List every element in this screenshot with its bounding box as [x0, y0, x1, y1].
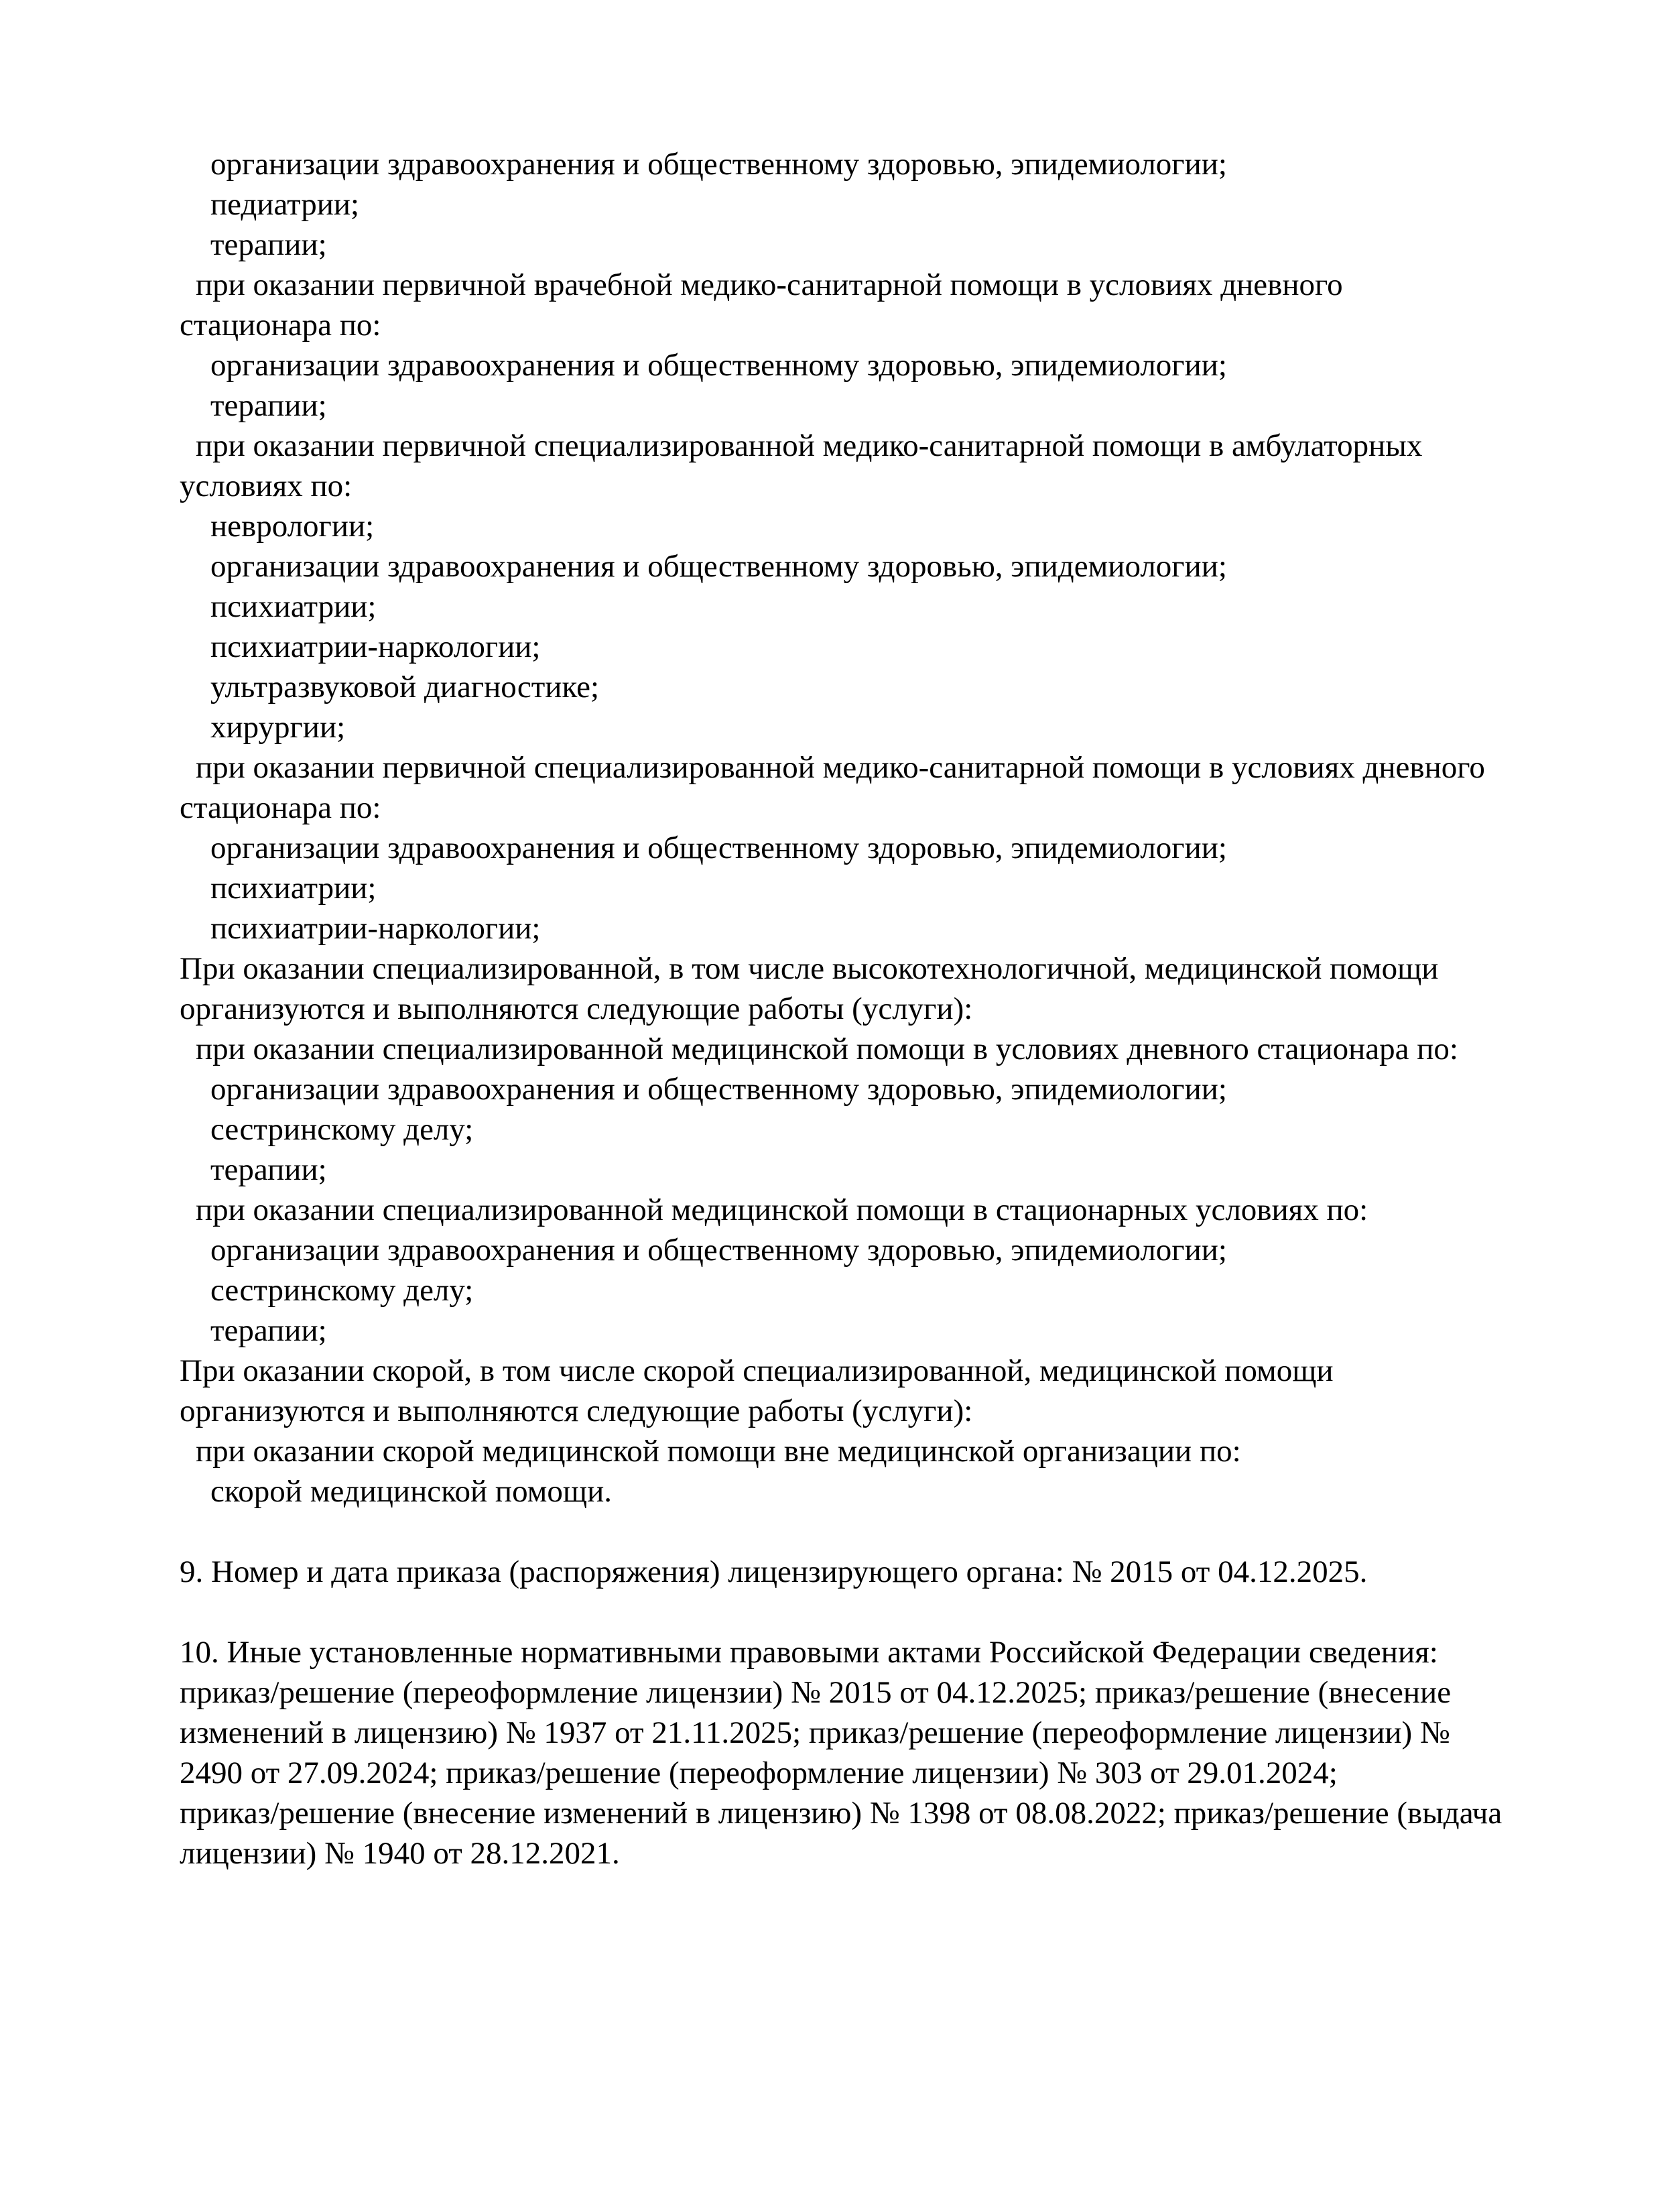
text-line: ультразвуковой диагностике;: [210, 670, 600, 704]
text-line: организации здравоохранения и общественному здоровью, эпидемиологии;: [210, 549, 1227, 584]
text-line: лицензии) № 1940 от 28.12.2021.: [180, 1836, 620, 1871]
text-line: хирургии;: [210, 710, 346, 745]
text-line: психиатрии;: [210, 589, 377, 624]
text-line: организации здравоохранения и общественному здоровью, эпидемиологии;: [210, 831, 1227, 865]
text-line: при оказании специализированной медицинской помощи в условиях дневного стационара по:: [196, 1032, 1458, 1066]
text-line: педиатрии;: [210, 187, 360, 222]
text-line: организации здравоохранения и общественному здоровью, эпидемиологии;: [210, 147, 1227, 182]
document-body: [180, 144, 1502, 1873]
text-line: стационара по:: [180, 790, 381, 825]
text-line: терапии;: [210, 388, 327, 423]
text-line: 10. Иные установленные нормативными правовыми актами Российской Федерации сведения:: [180, 1635, 1438, 1670]
text-line: изменений в лицензию) № 1937 от 21.11.2025; приказ/решение (переоформление лицензии) №: [180, 1715, 1450, 1750]
text-line: организации здравоохранения и общественному здоровью, эпидемиологии;: [210, 1233, 1227, 1268]
text-line: стационара по:: [180, 308, 381, 343]
text-line: при оказании первичной врачебной медико-санитарной помощи в условиях дневного: [196, 267, 1343, 302]
text-line: 9. Номер и дата приказа (распоряжения) лицензирующего органа: № 2015 от 04.12.2025.: [180, 1554, 1368, 1589]
text-line: при оказании первичной специализированной медико-санитарной помощи в условиях дневного: [196, 750, 1485, 785]
text-line: 2490 от 27.09.2024; приказ/решение (переоформление лицензии) № 303 от 29.01.2024;: [180, 1756, 1338, 1790]
text-line: психиатрии-наркологии;: [210, 911, 541, 946]
text-line: условиях по:: [180, 469, 353, 503]
text-line: При оказании скорой, в том числе скорой специализированной, медицинской помощи: [180, 1353, 1334, 1388]
text-line: организуются и выполняются следующие работы (услуги):: [180, 1394, 973, 1428]
text-line: терапии;: [210, 227, 327, 262]
text-line: неврологии;: [210, 509, 375, 544]
text-line: сестринскому делу;: [210, 1112, 474, 1147]
text-line: сестринскому делу;: [210, 1273, 474, 1308]
text-line: организации здравоохранения и общественному здоровью, эпидемиологии;: [210, 1072, 1227, 1107]
text-line: при оказании специализированной медицинской помощи в стационарных условиях по:: [196, 1192, 1368, 1227]
text-line: психиатрии-наркологии;: [210, 629, 541, 664]
text-line: приказ/решение (внесение изменений в лицензию) № 1398 от 08.08.2022; приказ/решение (выдача: [180, 1796, 1503, 1831]
text-line: [180, 1592, 1502, 1632]
text-line: терапии;: [210, 1313, 327, 1348]
text-line: психиатрии;: [210, 871, 377, 906]
text-line: при оказании скорой медицинской помощи вне медицинской организации по:: [196, 1434, 1241, 1469]
text-line: При оказании специализированной, в том числе высокотехнологичной, медицинской помощи: [180, 951, 1439, 986]
text-line: организации здравоохранения и общественному здоровью, эпидемиологии;: [210, 348, 1227, 383]
text-line: терапии;: [210, 1152, 327, 1187]
text-line: скорой медицинской помощи.: [210, 1474, 613, 1509]
text-line: при оказании первичной специализированной медико-санитарной помощи в амбулаторных: [196, 428, 1423, 463]
text-line: [180, 1512, 1502, 1552]
text-line: приказ/решение (переоформление лицензии) № 2015 от 04.12.2025; приказ/решение (внесение: [180, 1675, 1452, 1710]
text-line: организуются и выполняются следующие работы (услуги):: [180, 991, 973, 1026]
